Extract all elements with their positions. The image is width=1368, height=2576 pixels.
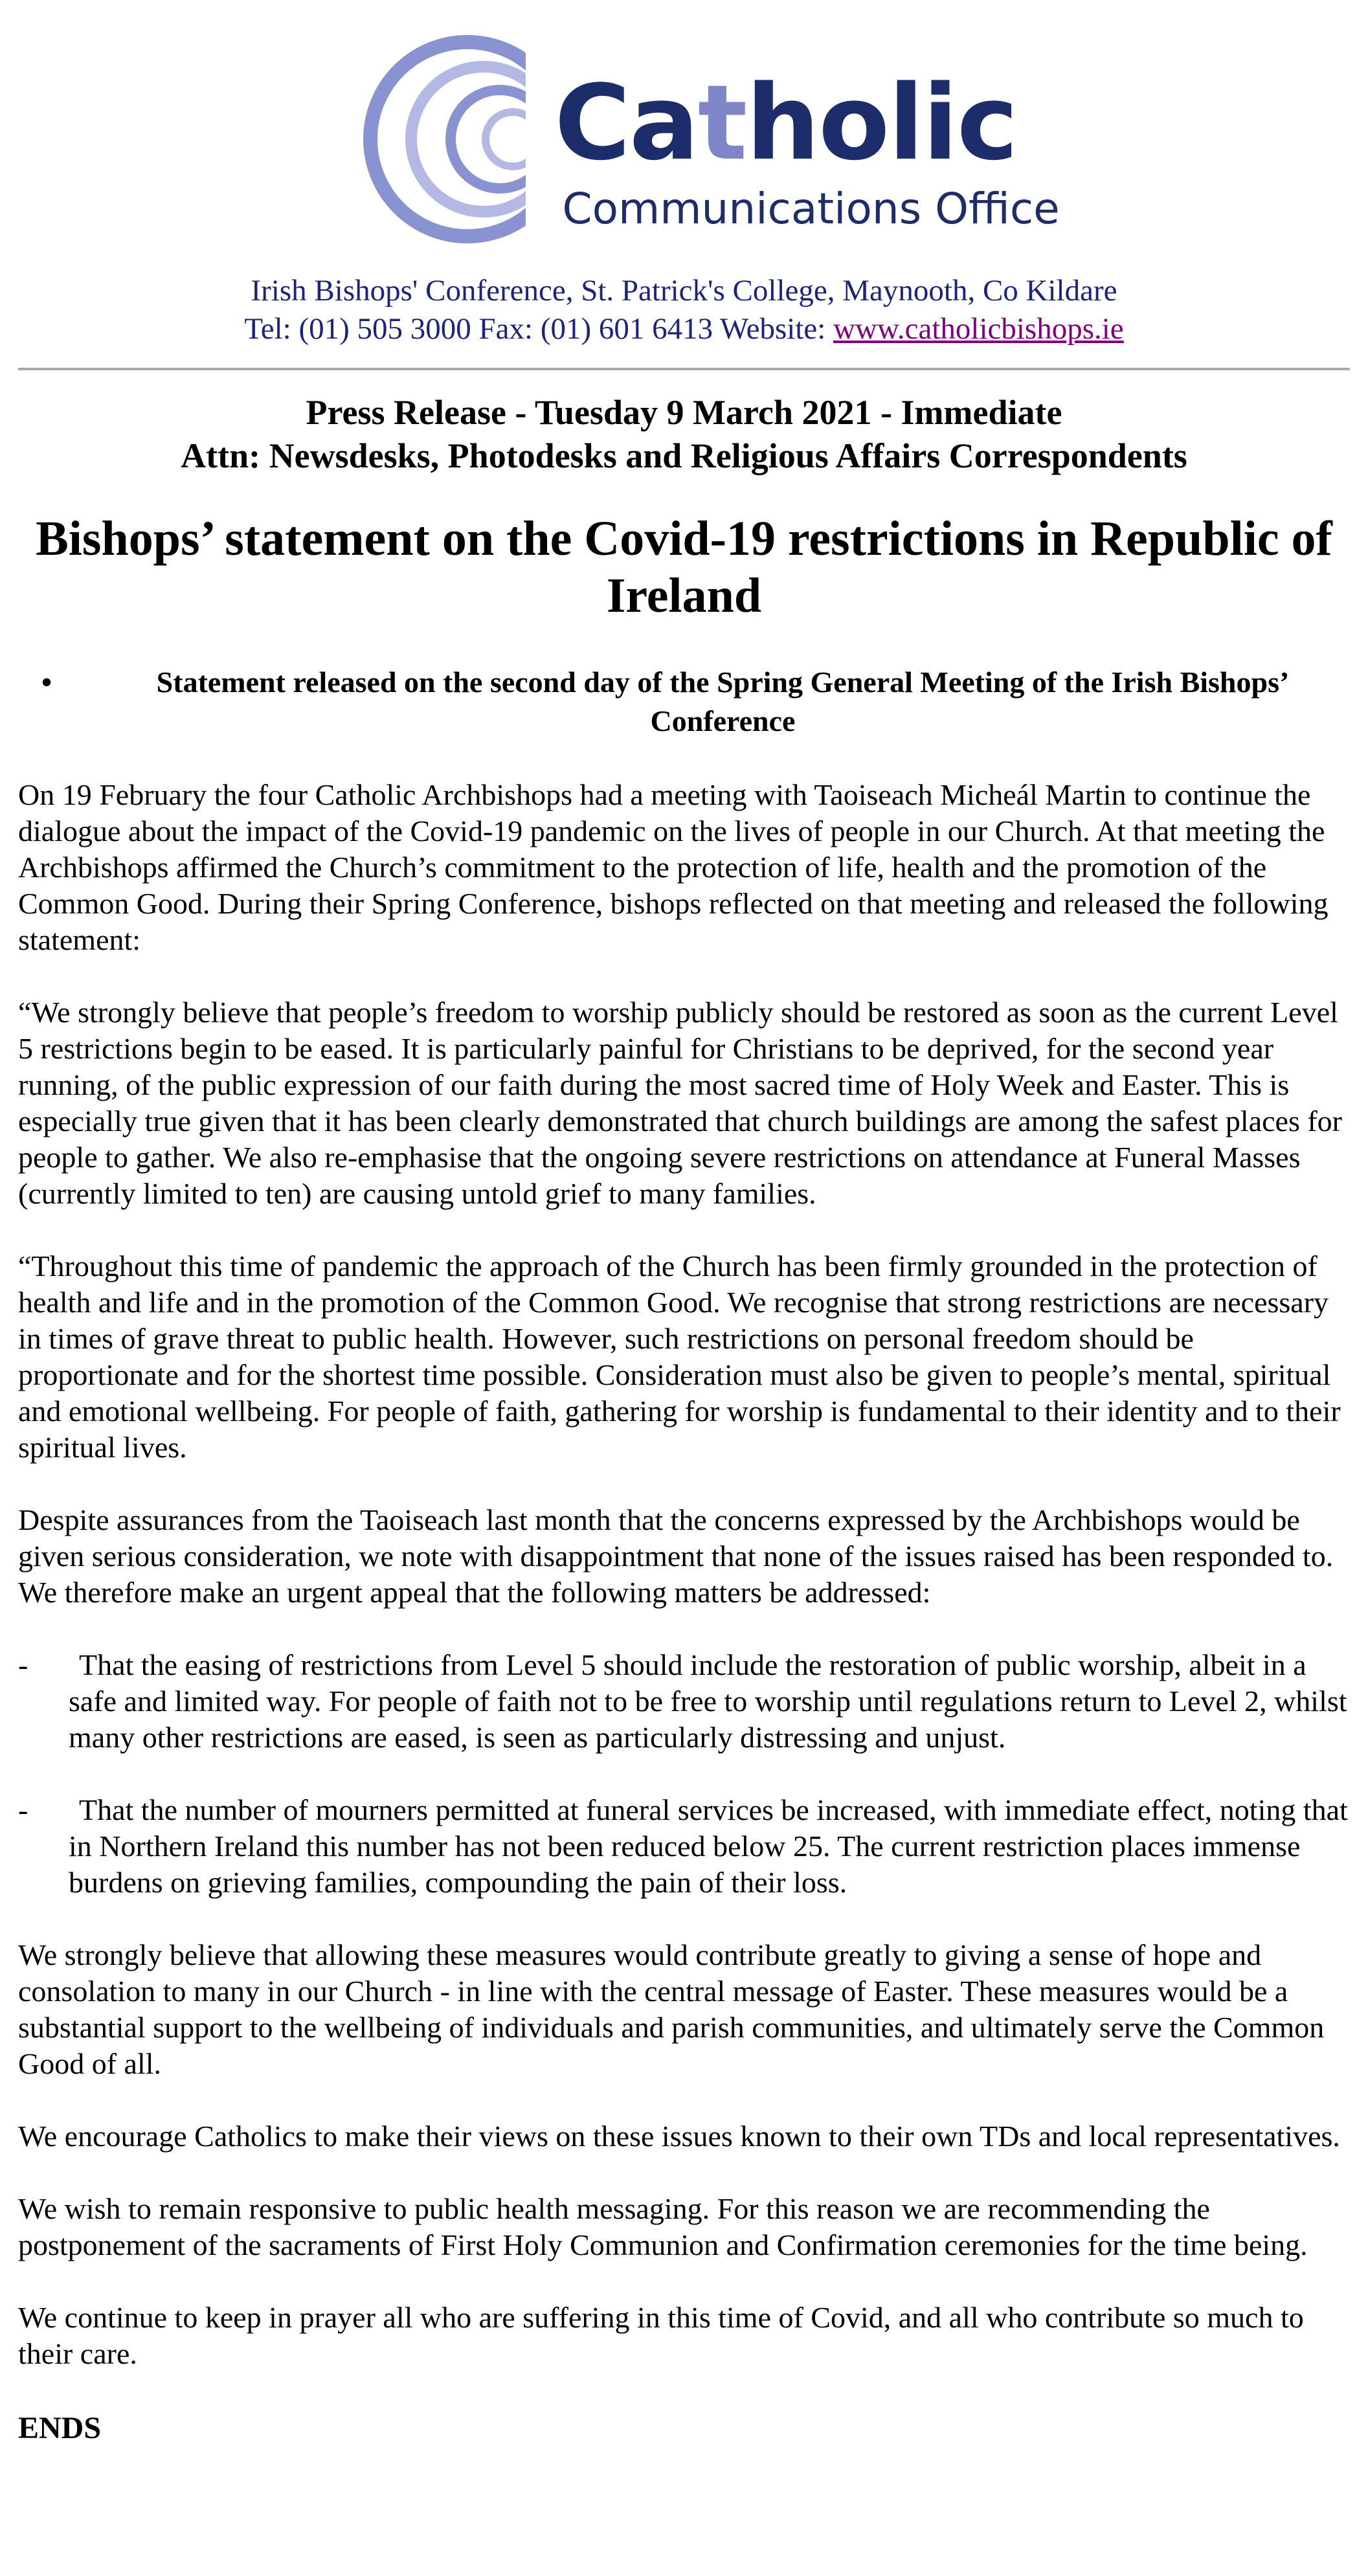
- catholic-communications-logo: [361, 32, 1060, 246]
- list-item: [18, 1792, 1350, 1901]
- header-divider: [18, 368, 1350, 370]
- contact-block: [18, 272, 1350, 348]
- dash-icon: -: [18, 1648, 28, 1681]
- paragraph-6: We encourage Catholics to make their views on these issues known to their own TDs and local representatives.: [18, 2120, 1340, 2153]
- website-link[interactable]: www.catholicbishops.ie: [833, 312, 1124, 346]
- list-item-text-1: That the easing of restrictions from Level 5 should include the restoration of public worship, albeit in a safe and limited way. For people of faith not to be free to worship until regulations return to Level 2, whilst many other restrictions are eased, is seen as particularly distressing and unjust.: [69, 1648, 1347, 1754]
- page-title: Bishops’ statement on the Covid-19 restrictions in Republic of Ireland: [36, 511, 1332, 623]
- dash-icon: -: [18, 1793, 28, 1826]
- logo-wordmark: Catholic: [554, 62, 1017, 183]
- paragraph-4: Despite assurances from the Taoiseach last month that the concerns expressed by the Archbishops would be given serious consideration, we note with disappointment that none of the issues raised has been responded to. We therefore make an urgent appeal that the following matters be addressed:: [18, 1503, 1334, 1609]
- paragraph-7: We wish to remain responsive to public health messaging. For this reason we are recommending the postponement of the sacraments of First Holy Communion and Confirmation ceremonies for the time being.: [18, 2192, 1308, 2261]
- press-release-date: Press Release - Tuesday 9 March 2021 - Immediate: [306, 393, 1062, 432]
- logo-subtitle: Communications Office: [562, 184, 1060, 234]
- press-release-heading: [18, 391, 1350, 478]
- press-release-page: [18, 0, 1350, 2447]
- bullet-icon: •: [41, 666, 52, 699]
- list-item: [18, 1647, 1350, 1756]
- bullet-text: Statement released on the second day of the Spring General Meeting of the Irish Bishops’ Conference: [156, 666, 1290, 737]
- contact-address: Irish Bishops' Conference, St. Patrick's College, Maynooth, Co Kildare: [251, 274, 1117, 308]
- paragraph-3: “Throughout this time of pandemic the approach of the Church has been firmly grounded in the protection of health and life and in the promotion of the Common Good. We recognise that strong restrictions are necessary in times of grave threat to public health. However, such restrictions on personal freedom should be proportionate and for the shortest time possible. Consideration must also be given to people’s mental, spiritual and emotional wellbeing. For people of faith, gathering for worship is fundamental to their identity and to their spiritual lives.: [18, 1249, 1341, 1464]
- paragraph-8: We continue to keep in prayer all who are suffering in this time of Covid, and all who contribute so much to their care.: [18, 2301, 1304, 2370]
- list-item-text-2: That the number of mourners permitted at funeral services be increased, with immediate effect, noting that in Northern Ireland this number has not been reduced below 25. The current restriction places immense burdens on grieving families, compounding the pain of their loss.: [69, 1793, 1348, 1899]
- contact-phone-line: Tel: (01) 505 3000 Fax: (01) 601 6413 Website: www.catholicbishops.ie: [244, 312, 1124, 346]
- paragraph-1: On 19 February the four Catholic Archbishops had a meeting with Taoiseach Micheál Martin to continue the dialogue about the impact of the Covid-19 pandemic on the lives of people in our Church. At that meeting the Archbishops affirmed the Church’s commitment to the protection of life, health and the promotion of the Common Good. During their Spring Conference, bishops reflected on that meeting and released the following statement:: [18, 778, 1329, 956]
- paragraph-2: “We strongly believe that people’s freedom to worship publicly should be restored as soon as the current Level 5 restrictions begin to be eased. It is particularly painful for Christians to be deprived, for the second year running, of the public expression of our faith during the most sacred time of Holy Week and Easter. This is especially true given that it has been clearly demonstrated that church buildings are among the safest places for people to gather. We also re-emphasise that the ongoing severe restrictions on attendance at Funeral Masses (currently limited to ten) are causing untold grief to many families.: [18, 996, 1342, 1210]
- logo-rings-icon: [361, 32, 568, 246]
- ends-marker: ENDS: [18, 2411, 102, 2445]
- paragraph-5: We strongly believe that allowing these measures would contribute greatly to giving a sense of hope and consolation to many in our Church - in line with the central message of Easter. These measures would be a substantial support to the wellbeing of individuals and parish communities, and ultimately serve the Common Good of all.: [18, 1938, 1325, 2080]
- press-release-attn: Attn: Newsdesks, Photodesks and Religious Affairs Correspondents: [181, 436, 1187, 475]
- summary-bullet: [18, 663, 1350, 741]
